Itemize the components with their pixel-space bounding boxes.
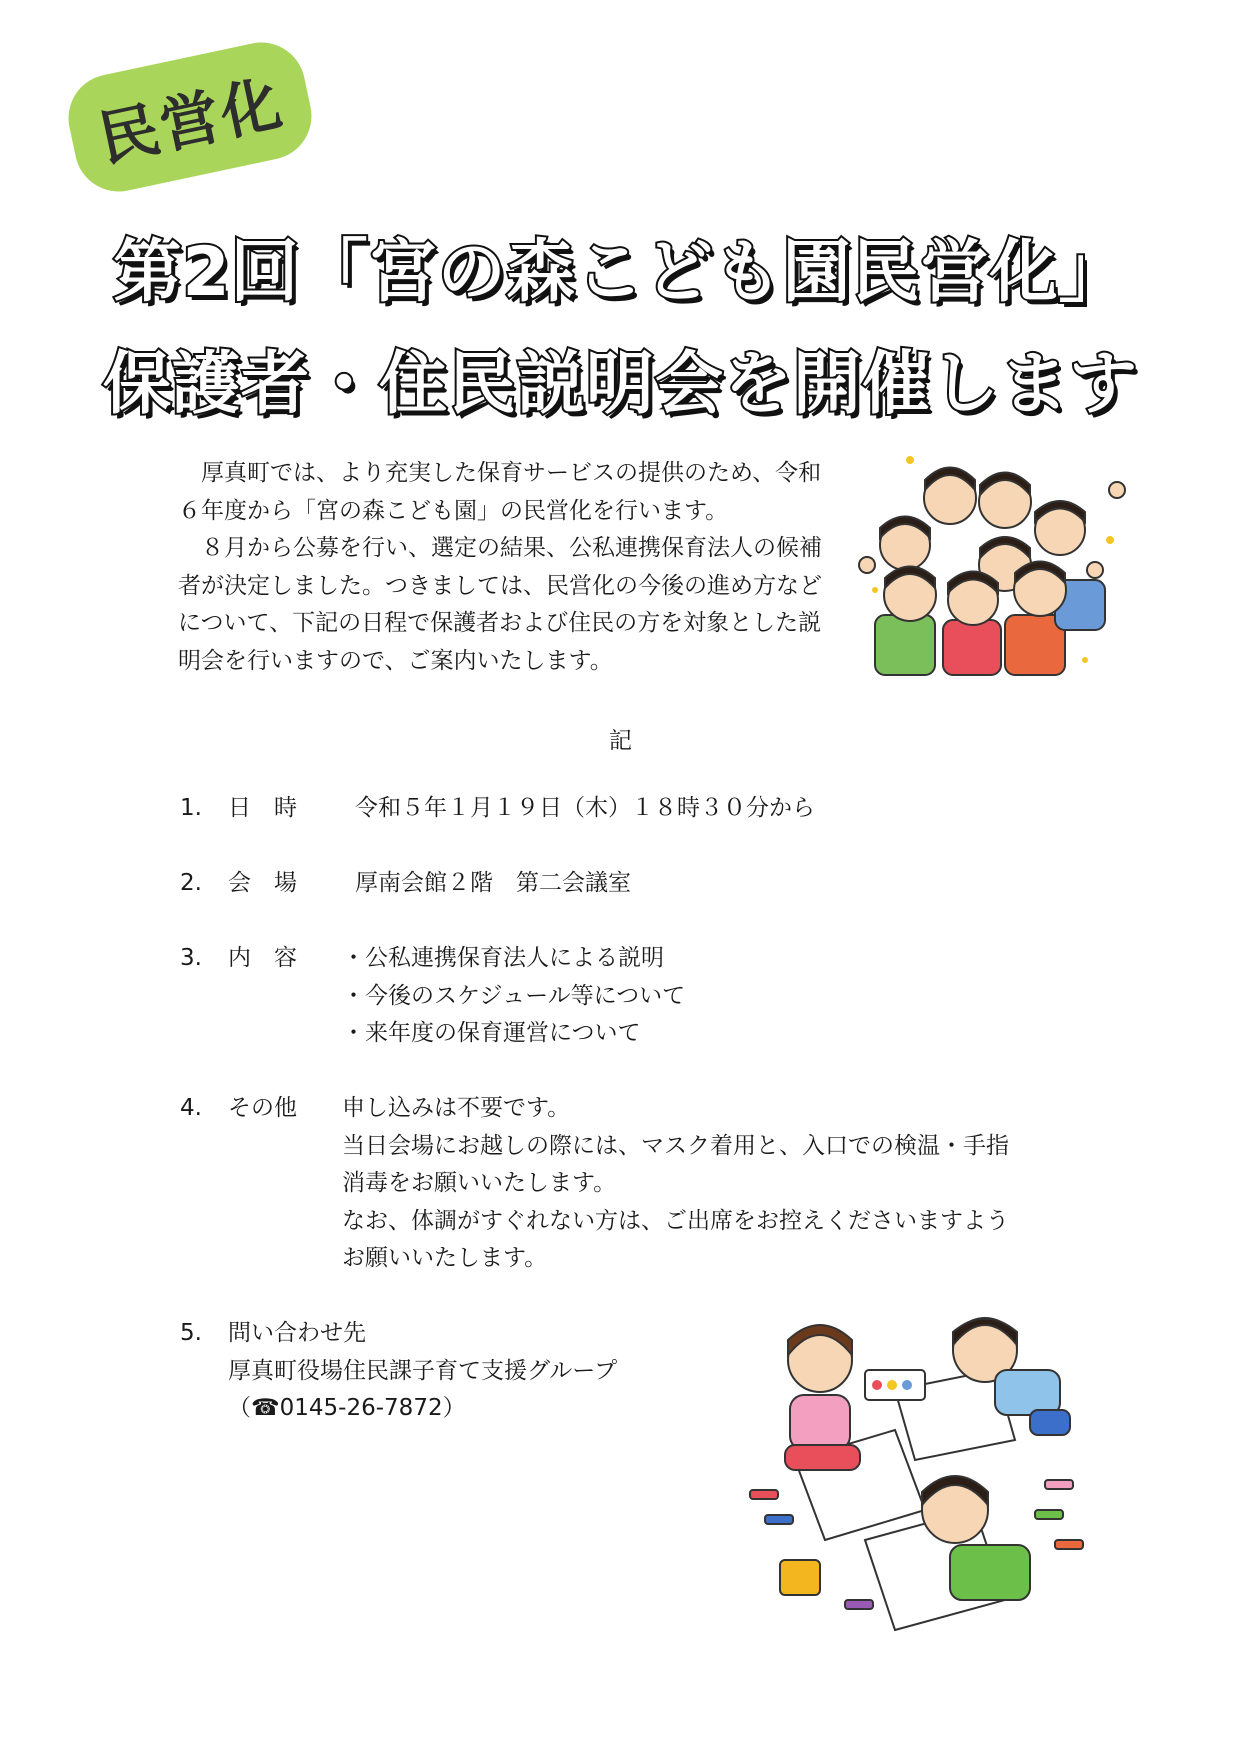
item-label: 問い合わせ先	[228, 1320, 366, 1346]
intro-paragraph-1: 厚真町では、より充実した保育サービスの提供のため、令和６年度から「宮の森こども園」の民営化を行います。	[178, 460, 822, 524]
intro-paragraph-2: ８月から公募を行い、選定の結果、公私連携保育法人の候補者が決定しました。つきましては、民営化の今後の進め方などについて、下記の日程で保護者および住民の方を対象とした説明会を行いますので、ご案内いたします。	[178, 535, 822, 674]
item-line: 当日会場にお越しの際には、マスク着用と、入口での検温・手指	[342, 1132, 1009, 1159]
item-number: 3.	[180, 945, 202, 971]
intro-text	[178, 455, 828, 680]
item-number: 5.	[180, 1320, 202, 1346]
item-number: 4.	[180, 1095, 202, 1121]
cheering-children-illustration	[855, 450, 1135, 680]
ki-heading: 記	[609, 728, 632, 754]
item-label: その他	[228, 1095, 297, 1121]
item-line: （☎0145-26-7872）	[228, 1395, 466, 1421]
item-line: 厚真町役場住民課子育て支援グループ	[228, 1357, 618, 1384]
item-line: ・公私連携保育法人による説明	[342, 945, 664, 971]
item-number: 1.	[180, 795, 202, 821]
item-value	[342, 1090, 1009, 1278]
privatization-badge	[60, 34, 319, 199]
item-line: 厚南会館２階 第二会議室	[355, 870, 631, 896]
children-drawing-illustration	[745, 1310, 1095, 1640]
badge-text: 民営化	[92, 68, 290, 176]
item-label: 会 場	[228, 870, 297, 896]
item-value	[342, 940, 685, 1053]
item-line: 申し込みは不要です。	[342, 1095, 571, 1121]
title-line-2: 保護者・住民説明会を開催します	[102, 345, 1138, 424]
item-value	[355, 790, 815, 828]
item-label: 内 容	[228, 945, 297, 971]
item-line: お願いいたします。	[342, 1245, 548, 1271]
title-line-1: 第2回「宮の森こども園民営化」	[113, 233, 1128, 312]
item-label: 日 時	[228, 795, 297, 821]
item-value	[355, 865, 631, 903]
item-line: ・今後のスケジュール等について	[342, 982, 686, 1009]
item-number: 2.	[180, 870, 202, 896]
item-line: なお、体調がすぐれない方は、ご出席をお控えくださいますよう	[342, 1207, 1009, 1234]
item-value	[228, 1353, 617, 1428]
item-line: ・来年度の保育運営について	[342, 1020, 641, 1046]
item-line: 令和５年１月１９日（木）１８時３０分から	[355, 795, 815, 821]
item-line: 消毒をお願いいたします。	[342, 1170, 617, 1196]
